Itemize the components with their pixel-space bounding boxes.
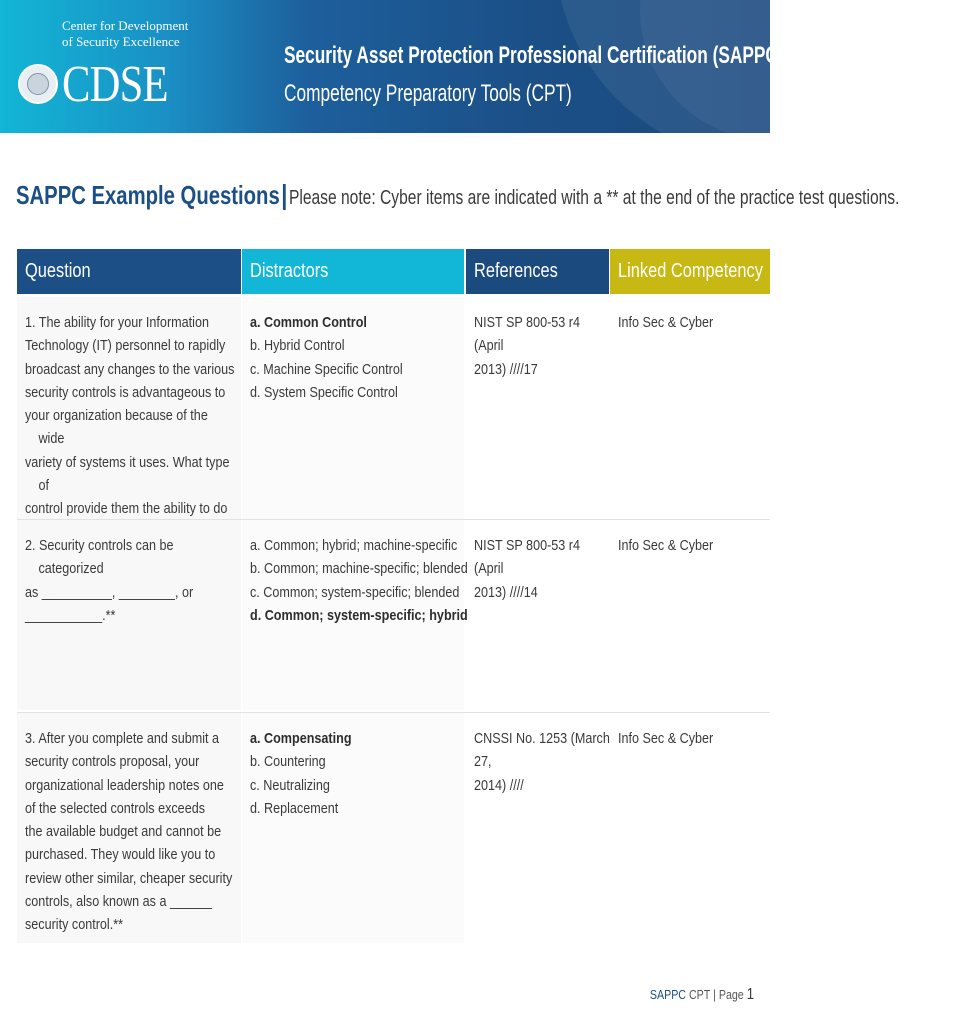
footer-separator: |	[713, 987, 716, 1002]
distractor-list	[250, 311, 452, 404]
column-header-question: Question	[17, 249, 241, 294]
section-heading	[16, 180, 899, 213]
page-footer	[650, 986, 754, 1004]
question-text: 1. The ability for your Information Technology (IT) personnel to rapidly broadcast any changes to the various security controls is advantageous to your organization because of the wide variety of systems it uses. What type of control provide them the ability to do	[25, 314, 235, 518]
distractor-option: b. Hybrid Control	[250, 337, 345, 355]
distractor-option-correct: d. Common; system-specific; hybrid	[250, 606, 468, 624]
distractor-option: b. Common; machine-specific; blended	[250, 560, 468, 578]
distractor-option: d. Replacement	[250, 799, 339, 817]
org-name-line-1: Center for Development	[62, 18, 189, 33]
cdse-logo: CDSE	[62, 56, 168, 113]
distractor-option-correct: a. Compensating	[250, 730, 352, 747]
reference-text: NIST SP 800-53 r4 (April 2013) ////17	[474, 314, 580, 378]
reference-text: CNSSI No. 1253 (March 27, 2014) ////	[474, 730, 610, 794]
org-name-line-2: of Security Excellence	[62, 34, 180, 49]
linked-competency: Info Sec & Cyber	[618, 537, 714, 554]
distractor-option: c. Common; system-specific; blended	[250, 583, 460, 601]
reference-text: NIST SP 800-53 r4 (April 2013) ////14	[474, 537, 580, 601]
footer-doc: CPT	[688, 987, 711, 1002]
distractor-option: c. Machine Specific Control	[250, 360, 403, 378]
distractor-option: b. Countering	[250, 753, 326, 771]
question-text: 2. Security controls can be categorized as __________, ________, or ___________.**	[25, 537, 194, 624]
column-header-references: References	[466, 249, 609, 294]
document-subtitle: Competency Preparatory Tools (CPT)	[284, 80, 572, 107]
document-title: Security Asset Protection Professional Certification (SAPPC)	[284, 42, 784, 69]
column-header-linked-competency: Linked Competency	[610, 249, 770, 294]
page-number: 1	[746, 986, 754, 1003]
distractor-list	[250, 534, 468, 627]
section-title: SAPPC Example Questions	[16, 180, 280, 210]
linked-competency: Info Sec & Cyber	[618, 730, 714, 747]
table-row	[17, 713, 770, 943]
column-header-distractors: Distractors	[242, 249, 464, 294]
page-header	[0, 0, 784, 133]
section-note: Please note: Cyber items are indicated with a ** at the end of the practice test questions.	[288, 187, 900, 209]
distractor-option-correct: a. Common Control	[250, 314, 367, 331]
footer-brand: SAPPC	[649, 987, 686, 1002]
table-row	[17, 520, 770, 710]
footer-page-label: Page	[718, 987, 744, 1002]
distractor-list	[250, 727, 452, 820]
linked-competency: Info Sec & Cyber	[618, 314, 714, 331]
dod-seal-icon	[18, 64, 58, 104]
table-row	[17, 297, 770, 519]
question-text: 3. After you complete and submit a security controls proposal, your organizational leadership notes one of the selected controls exceeds the available budget and cannot be purchased. They would like you to review other similar, cheaper security controls, also known as a ______ security control.**	[25, 730, 233, 934]
distractor-option: c. Neutralizing	[250, 776, 330, 794]
distractor-option: d. System Specific Control	[250, 383, 398, 401]
distractor-option: a. Common; hybrid; machine-specific	[250, 537, 458, 554]
section-separator: |	[281, 179, 288, 210]
